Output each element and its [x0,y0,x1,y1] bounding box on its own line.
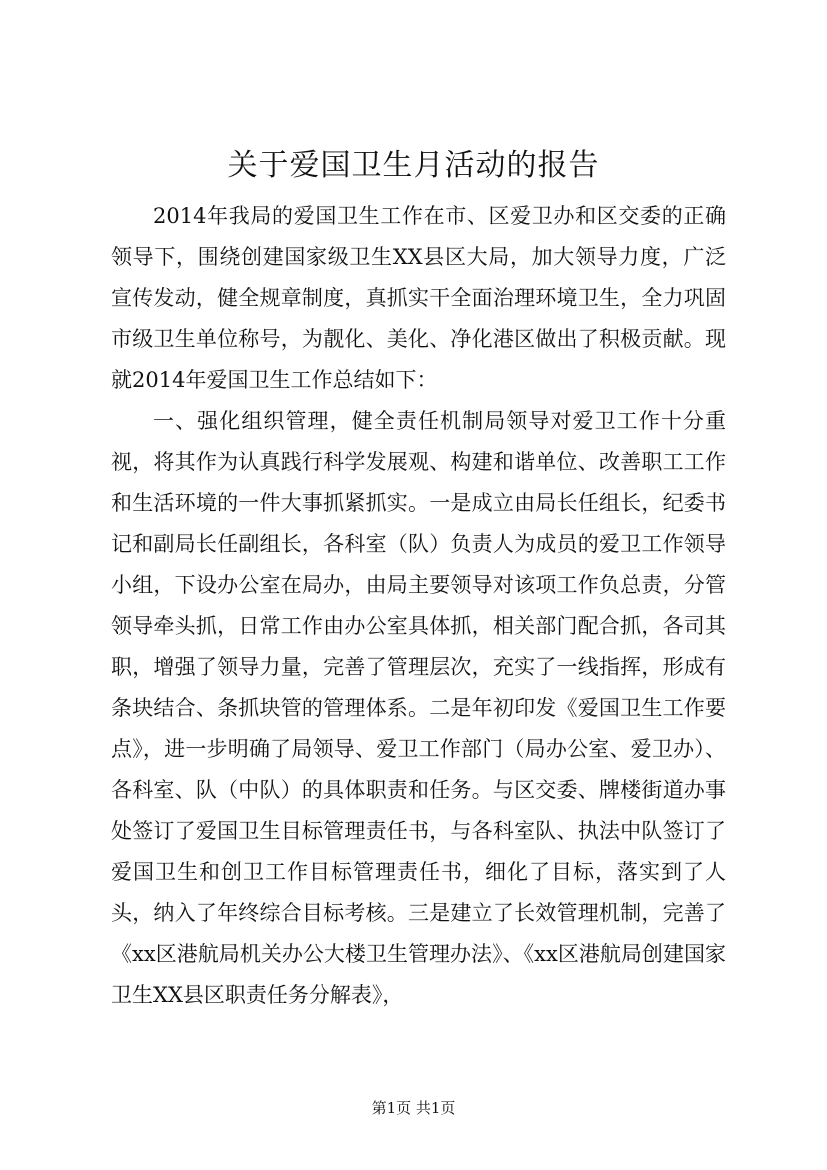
paragraph-section-one: 一、强化组织管理，健全责任机制局领导对爱卫工作十分重视，将其作为认真践行科学发展观、构建和谐单位、改善职工工作和生活环境的一件大事抓紧抓实。一是成立由局长任组长，纪委书记和副局长任副组长，各科室（队）负责人为成员的爱卫工作领导小组，下设办公室在局办，由局主要领导对该项工作负总责，分管领导牵头抓，日常工作由办公室具体抓，相关部门配合抓，各司其职，增强了领导力量，完善了管理层次，充实了一线指挥，形成有条块结合、条抓块管的管理体系。二是年初印发《爱国卫生工作要点》，进一步明确了局领导、爱卫工作部门（局办公室、爱卫办）、各科室、队（中队）的具体职责和任务。与区交委、牌楼街道办事处签订了爱国卫生目标管理责任书，与各科室队、执法中队签订了爱国卫生和创卫工作目标管理责任书，细化了目标，落实到了人头，纳入了年终综合目标考核。三是建立了长效管理机制，完善了《xx区港航局机关办公大楼卫生管理办法》、《xx区港航局创建国家卫生XX县区职责任务分解表》， [111,409,726,1007]
paragraph-intro: 2014年我局的爱国卫生工作在市、区爱卫办和区交委的正确领导下，围绕创建国家级卫生XX县区大局，加大领导力度，广泛宣传发动，健全规章制度，真抓实干全面治理环境卫生，全力巩固市级卫生单位称号，为靓化、美化、净化港区做出了积极贡献。现就2014年爱国卫生工作总结如下： [111,204,726,392]
page-footer: 第1页 共1页 [371,1099,456,1117]
document-title: 关于爱国卫生月活动的报告 [227,148,600,183]
document-body [111,196,726,1016]
